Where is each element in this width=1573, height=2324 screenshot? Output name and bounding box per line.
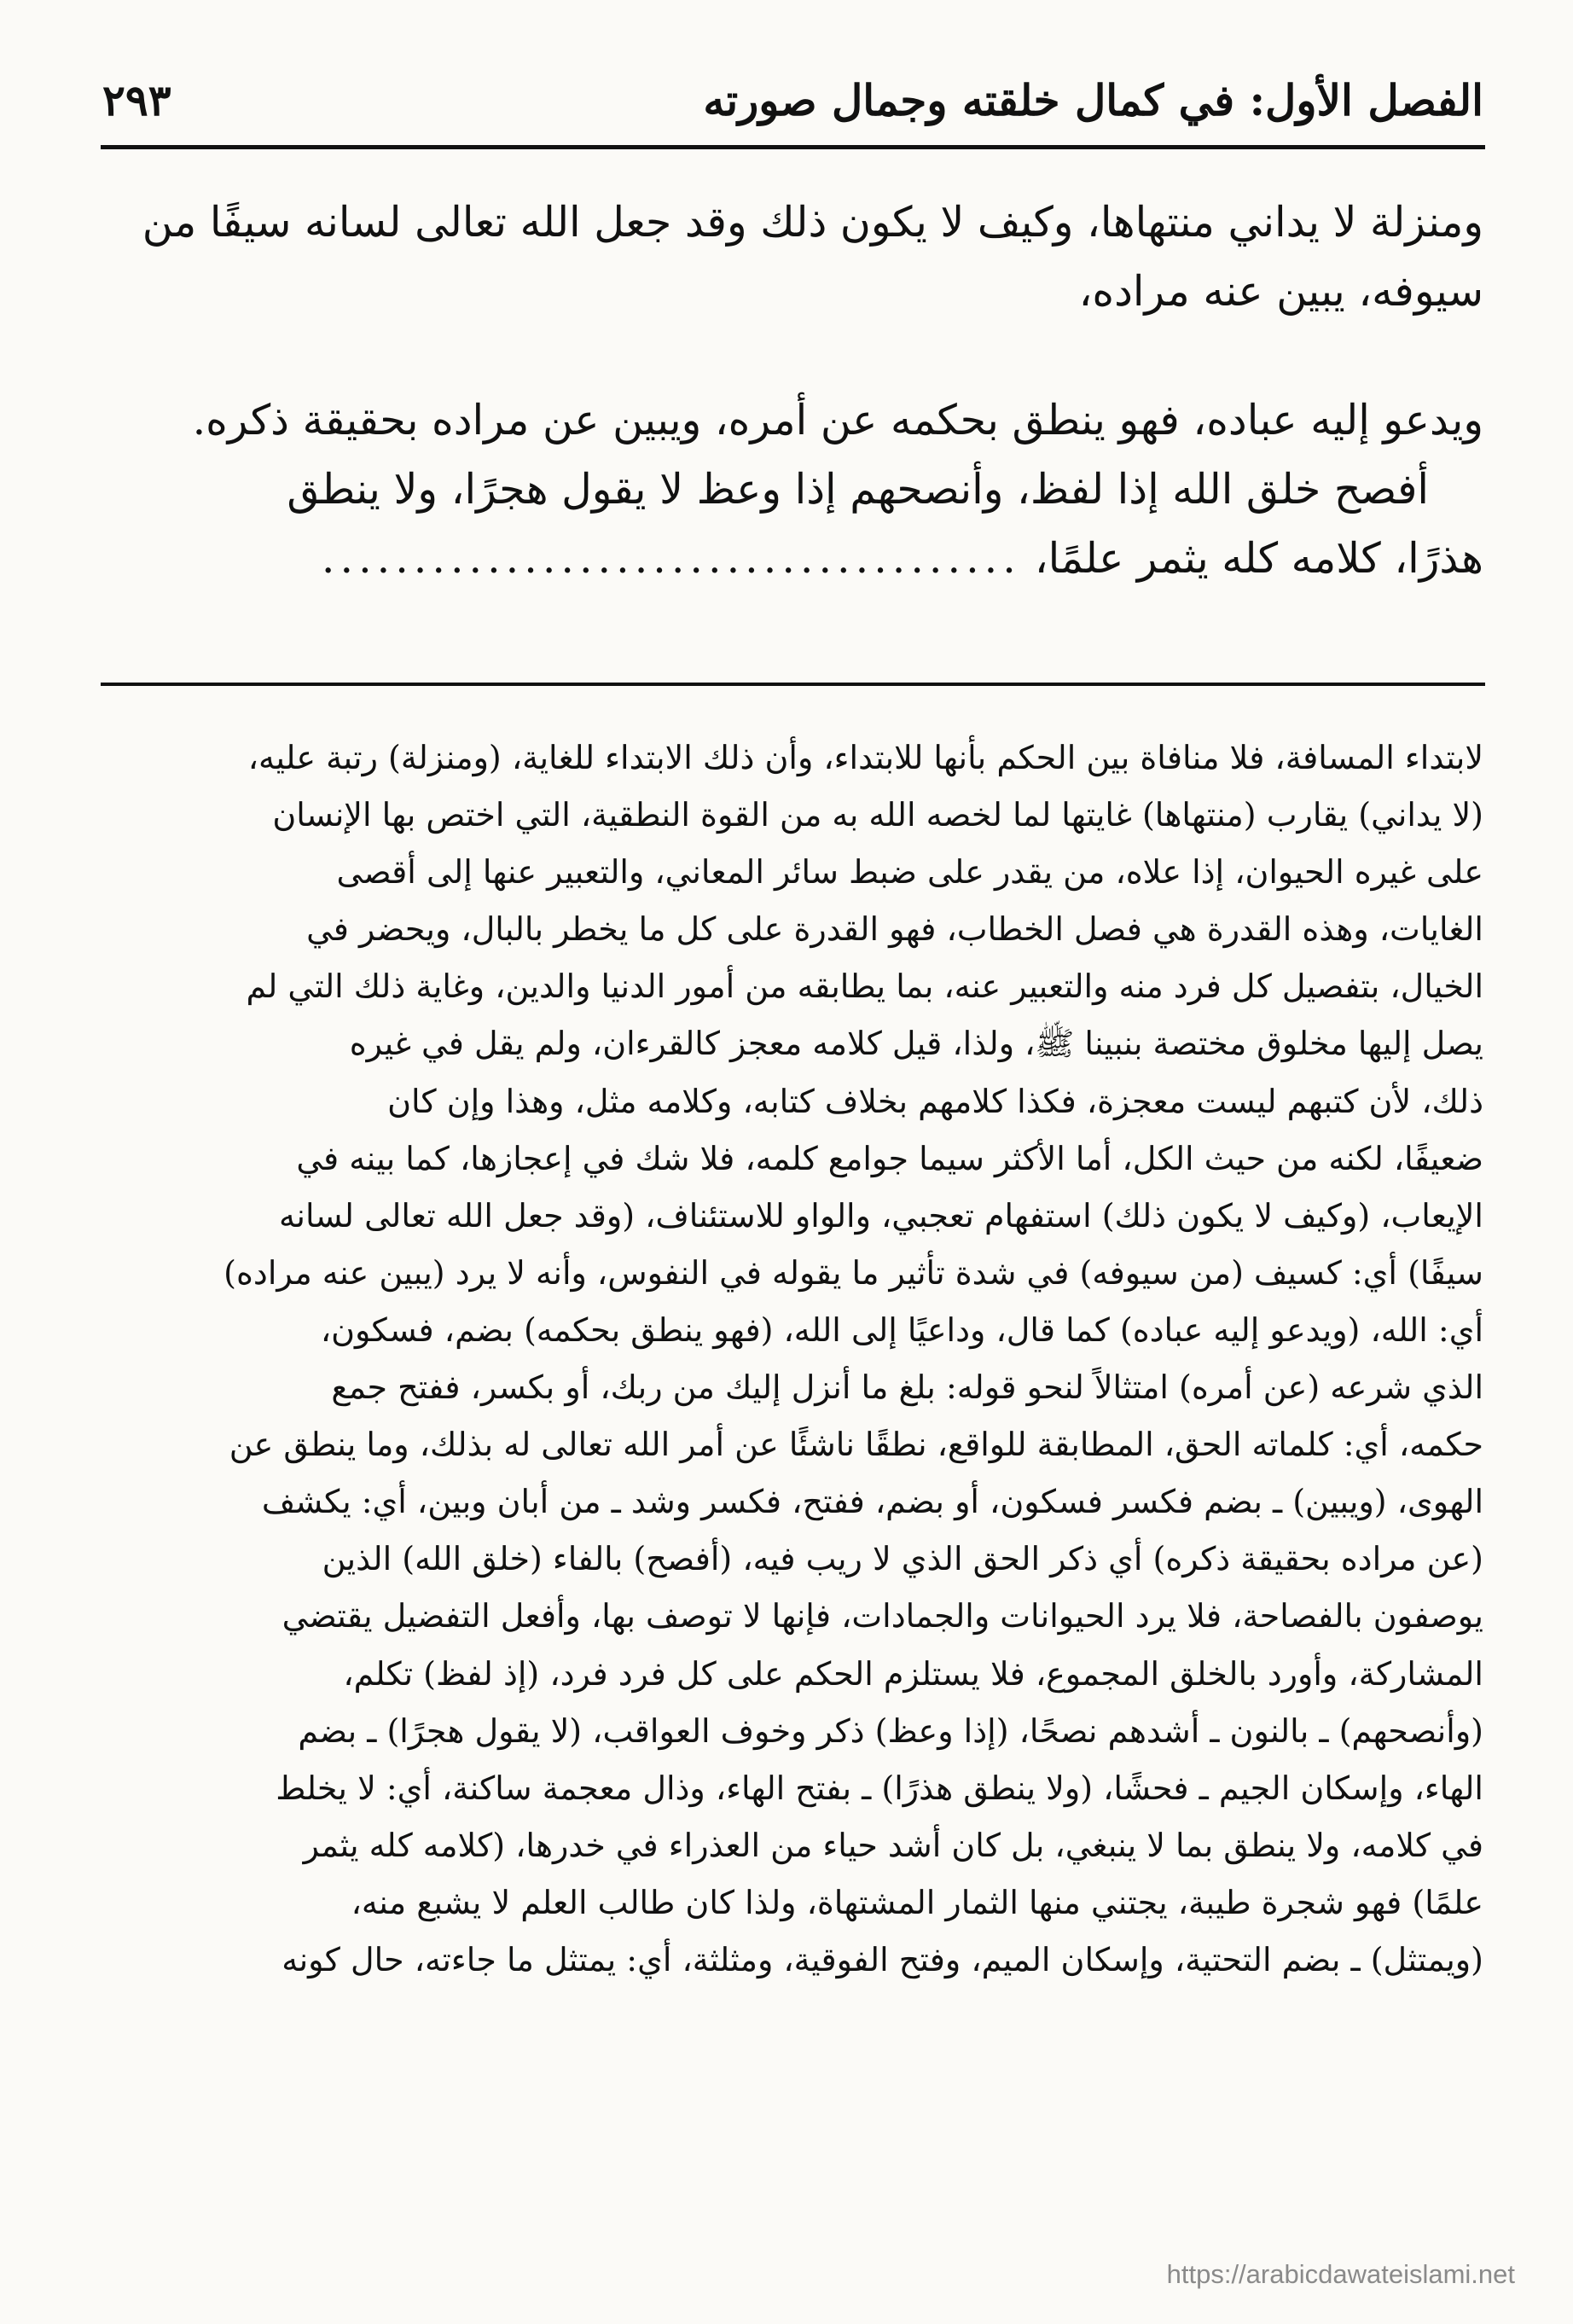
main-paragraph-2: ويدعو إليه عباده، فهو ينطق بحكمه عن أمره، ويبين عن مراده بحقيقة ذكره. [192, 396, 1483, 444]
commentary-line: يصل إليها مخلوق مختصة بنبينا ﷺ، ولذا، قيل كلامه معجز كالقرءان، ولم يقل في غيره [349, 1025, 1483, 1063]
commentary-text [102, 729, 1483, 1989]
main-paragraph-3-line-2 [102, 524, 1483, 593]
commentary-line: الهاء، وإسكان الجيم ـ فحشًا، (ولا ينطق هذرًا) ـ بفتح الهاء، وذال معجمة ساكنة، أي: لا يخلط [276, 1769, 1483, 1807]
commentary-line: ذلك، لأن كتبهم ليست معجزة، فكذا كلامهم بخلاف كتابه، وكلامه مثل، وهذا وإن كان [387, 1082, 1483, 1120]
commentary-line: أي: الله، (ويدعو إليه عباده) كما قال، وداعيًا إلى الله، (فهو ينطق بحكمه) بضم، فسكون، [320, 1310, 1483, 1349]
page-header [102, 60, 1483, 141]
commentary-line: في كلامه، ولا ينطق بما لا ينبغي، بل كان أشد حياء من العذراء في خدرها، (كلامه كله يثمر [303, 1826, 1483, 1864]
commentary-line: على غيره الحيوان، إذا علاه، من يقدر على ضبط سائر المعاني، والتعبير عنها إلى أقصى [336, 853, 1483, 892]
dotted-leader: ...................................... [321, 534, 1021, 583]
main-paragraph-1-line-2: سيوفه، يبين عنه مراده، [1078, 267, 1483, 316]
commentary-line: (وأنصحهم) ـ بالنون ـ أشدهم نصحًا، (إذا وعظ) ذكر وخوف العواقب، (لا يقول هجرًا) ـ بضم [298, 1711, 1483, 1750]
commentary-line: (ويمتثل) ـ بضم التحتية، وإسكان الميم، وفتح الفوقية، ومثلثة، أي: يمتثل ما جاءته، حال كونه [282, 1940, 1483, 1978]
commentary-line: لابتداء المسافة، فلا منافاة بين الحكم بأنها للابتداء، وأن ذلك الابتداء للغاية، (ومنزلة) رتبة عليه، [247, 739, 1483, 776]
commentary-line: علمًا) فهو شجرة طيبة، يجتني منها الثمار المشتهاة، ولذا كان طالب العلم لا يشبع منه، [351, 1883, 1483, 1921]
commentary-line: الإيعاب، (وكيف لا يكون ذلك) استفهام تعجبي، والواو للاستئناف، (وقد جعل الله تعالى لسانه [279, 1196, 1483, 1235]
commentary-line: (لا يداني) يقارب (منتهاها) غايتها لما لخصه الله به من القوة النطقية، التي اختص بها الإنسان [272, 796, 1483, 834]
paragraph-gap [102, 326, 1483, 386]
commentary-line: سيفًا) أي: كسيف (من سيوفه) في شدة تأثير ما يقوله في النفوس، وأنه لا يرد (يبين عنه مراده) [223, 1253, 1483, 1292]
main-paragraph-1-line-1: ومنزلة لا يداني منتهاها، وكيف لا يكون ذلك وقد جعل الله تعالى لسانه سيفًا من [142, 198, 1483, 247]
commentary-line: حكمه، أي: كلماته الحق، المطابقة للواقع، نطقًا ناشئًا عن أمر الله تعالى له بذلك، وما ينطق عن [229, 1426, 1483, 1464]
main-paragraph-3-line-1: أفصح خلق الله إذا لفظ، وأنصحهم إذا وعظ لا يقول هجرًا، ولا ينطق [287, 465, 1429, 514]
commentary-line: الذي شرعه (عن أمره) امتثالاً لنحو قوله: بلغ ما أنزل إليك من ربك، أو بكسر، ففتح جمع [331, 1368, 1483, 1407]
main-paragraph-3-text: هذرًا، كلامه كله يثمر علمًا، [1034, 534, 1483, 583]
header-divider [101, 145, 1485, 149]
section-divider [101, 683, 1485, 686]
commentary-line: الخيال، بتفصيل كل فرد منه والتعبير عنه، بما يطابقه من أمور الدنيا والدين، وغاية ذلك التي لم [246, 967, 1483, 1006]
commentary-line: الهوى، (ويبين) ـ بضم فكسر فسكون، أو بضم، ففتح، فكسر وشد ـ من أبان وبين، أي: يكشف [261, 1483, 1483, 1521]
commentary-line: يوصفون بالفصاحة، فلا يرد الحيوانات والجمادات، فإنها لا توصف بها، وأفعل التفضيل يقتضي [282, 1597, 1483, 1636]
commentary-line: الغايات، وهذه القدرة هي فصل الخطاب، فهو القدرة على كل ما يخطر بالبال، ويحضر في [306, 910, 1483, 949]
commentary-line: المشاركة، وأورد بالخلق المجموع، فلا يستلزم الحكم على كل فرد فرد، (إذ لفظ) تكلم، [343, 1654, 1483, 1693]
running-title: الفصل الأول: في كمال خلقته وجمال صورته [703, 75, 1483, 125]
watermark-url: https://arabicdawateislami.net [1166, 2259, 1515, 2289]
main-text [102, 188, 1483, 593]
page-number: ٢٩٣ [102, 75, 171, 125]
commentary-line: ضعيفًا، لكنه من حيث الكل، أما الأكثر سيما جوامع كلمه، فلا شك في إعجازها، كما بينه في [296, 1139, 1483, 1177]
commentary-line: (عن مراده بحقيقة ذكره) أي ذكر الحق الذي لا ريب فيه، (أفصح) بالفاء (خلق الله) الذين [322, 1540, 1483, 1578]
